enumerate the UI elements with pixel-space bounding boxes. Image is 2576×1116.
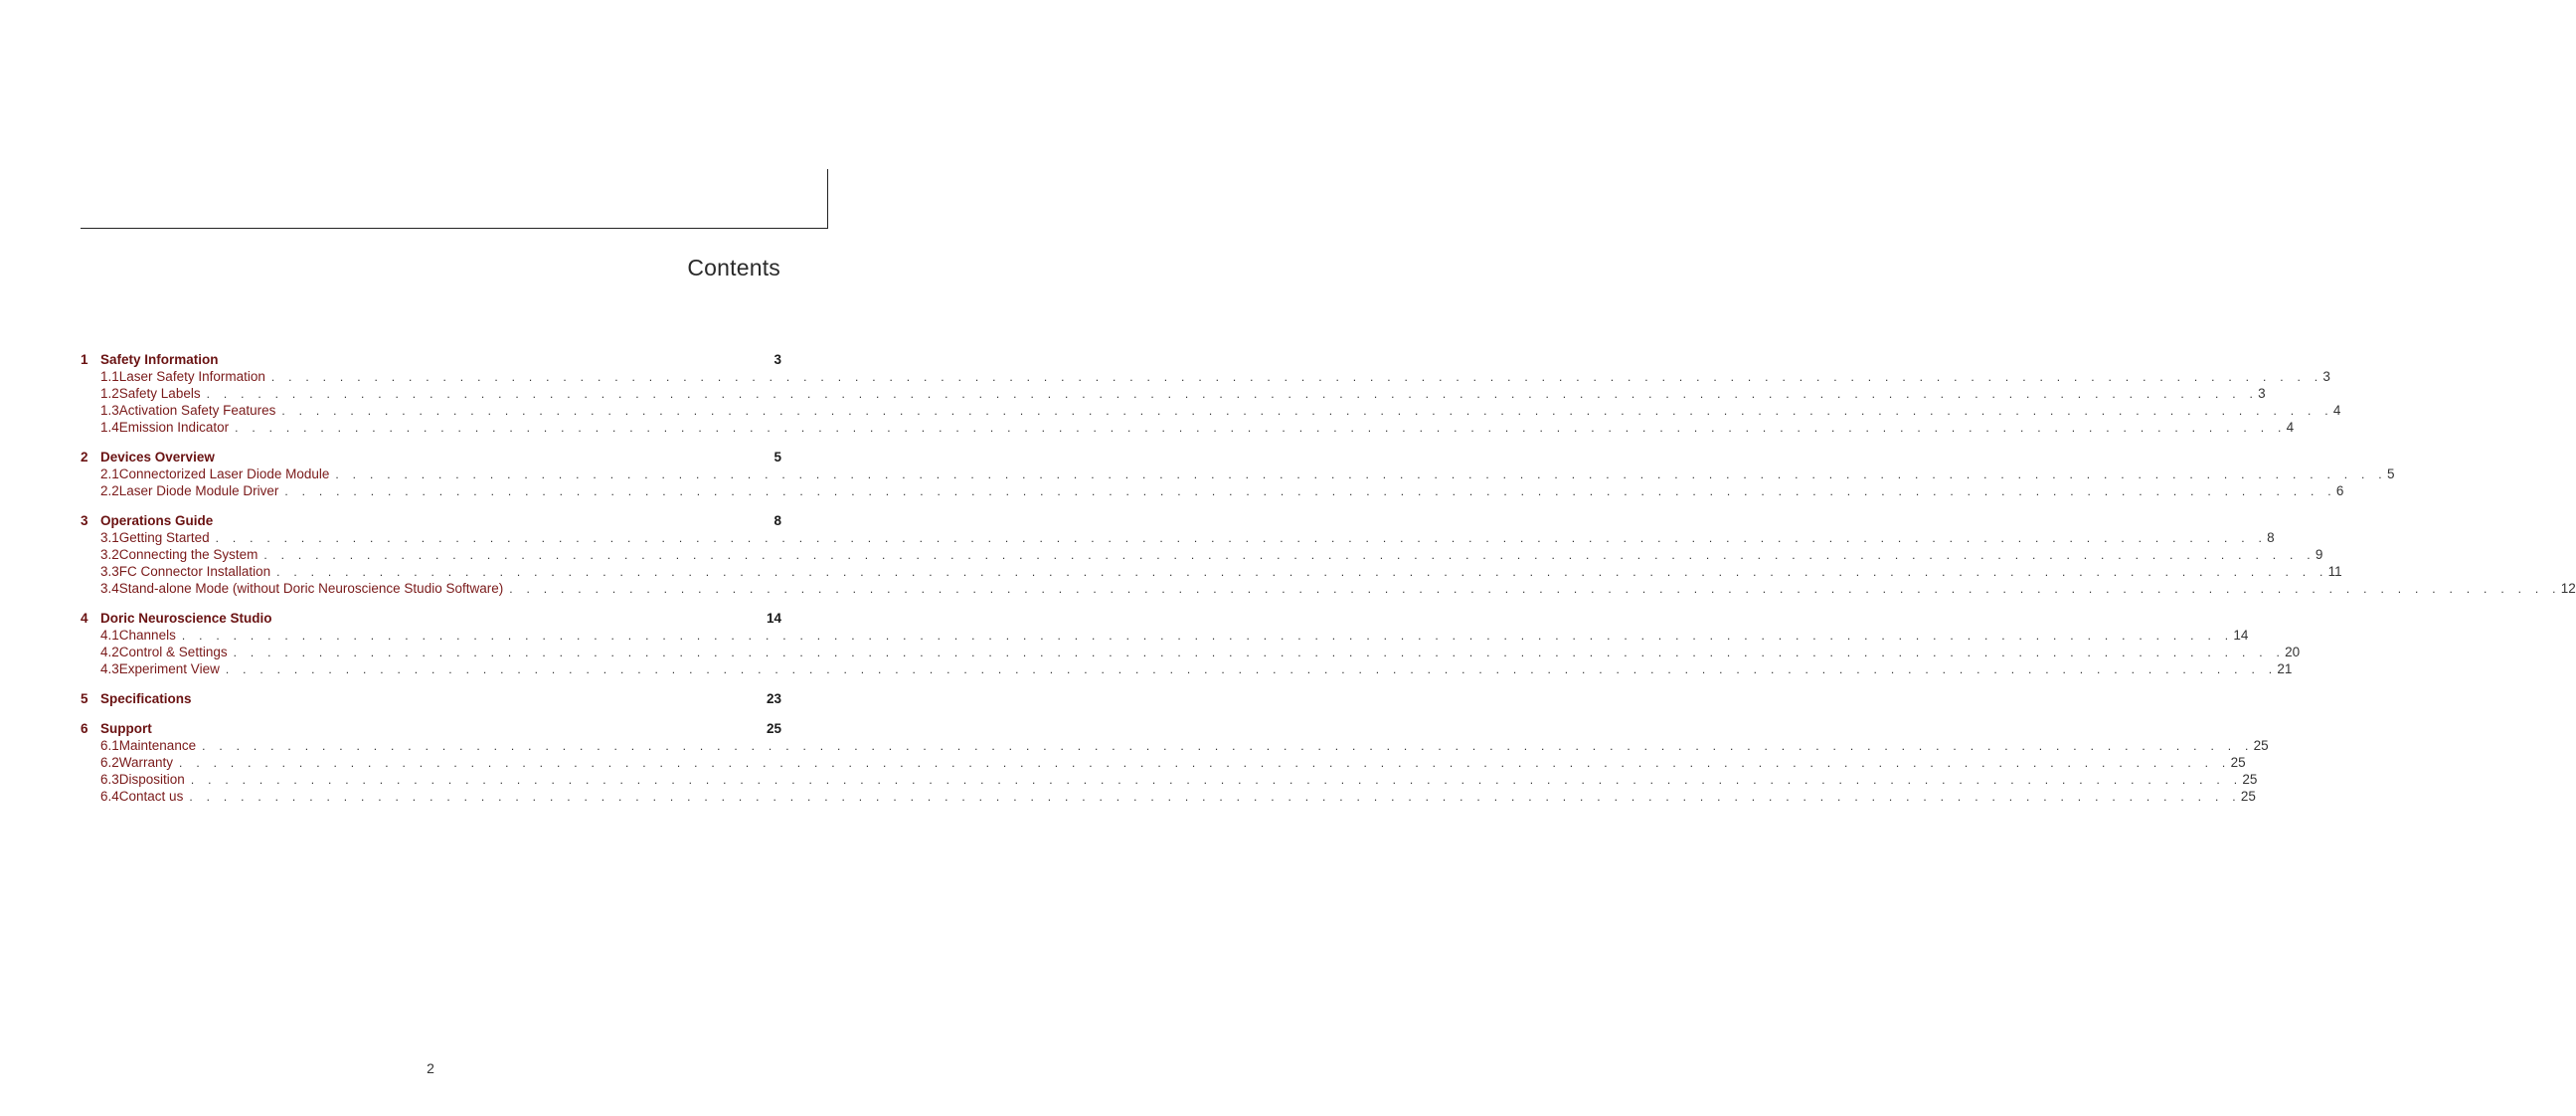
dot-leader: . . . . . . . . . . . . . . . . . . . . . . . . . . . . . . . . . . . . . . . . . . . . . . . . . . . . . . . . . . . . . . . . . . . . . . . . . . . . . . . . . . . . . . . . . . . . . . . . . . . . . . . . . . . . . . . . . . . . . . . .	[263, 548, 2316, 562]
toc-section-entry[interactable]	[81, 771, 2258, 788]
section-page[interactable]: 25	[2242, 772, 2258, 787]
section-title[interactable]: Safety Labels	[118, 386, 201, 401]
toc-section-entry[interactable]	[81, 788, 2256, 805]
toc-chapter	[81, 351, 2341, 436]
section-page[interactable]: 25	[2253, 738, 2269, 753]
section-number: 3.2	[100, 547, 119, 562]
section-number: 4.2	[100, 645, 119, 659]
section-title[interactable]: Contact us	[118, 789, 184, 804]
toc-section-entry[interactable]	[81, 546, 2323, 563]
section-number: 1.1	[100, 369, 119, 384]
chapter-page[interactable]: 5	[773, 450, 781, 465]
toc-section-entry[interactable]	[81, 754, 2246, 771]
dot-leader: . . . . . . . . . . . . . . . . . . . . . . . . . . . . . . . . . . . . . . . . . . . . . . . . . . . . . . . . . . . . . . . . . . . . . . . . . . . . . . . . . . . . . . . . . . . . . . . . . . . . . . . . . . . . . . . . . . . . . . . .	[215, 531, 2268, 545]
dot-leader: . . . . . . . . . . . . . . . . . . . . . . . . . . . . . . . . . . . . . . . . . . . . . . . . . . . . . . . . . . . . . . . . . . . . . . . . . . . . . . . . . . . . . . . . . . . . . . . . . . . . . . . . . . . . . . . . . . . . . . . .	[179, 756, 2231, 770]
section-number: 6.3	[100, 772, 119, 787]
chapter-title[interactable]: Operations Guide	[100, 513, 214, 528]
section-title[interactable]: Channels	[118, 628, 176, 643]
dot-leader: . . . . . . . . . . . . . . . . . . . . . . . . . . . . . . . . . . . . . . . . . . . . . . . . . . . . . . . . . . . . . . . . . . . . . . . . . . . . . . . . . . . . . . . . . . . . . . . . . . . . . . . . . . . . . . . . . . . . . . . .	[270, 370, 2323, 384]
section-page[interactable]: 3	[2258, 386, 2266, 401]
section-title[interactable]: Emission Indicator	[118, 420, 230, 435]
section-page[interactable]: 3	[2322, 369, 2330, 384]
chapter-number: 3	[81, 513, 88, 528]
toc-chapter-entry[interactable]	[81, 690, 781, 707]
section-number: 6.4	[100, 789, 119, 804]
header-rule	[81, 228, 828, 229]
dot-leader: . . . . . . . . . . . . . . . . . . . . . . . . . . . . . . . . . . . . . . . . . . . . . . . . . . . . . . . . . . . . . . . . . . . . . . . . . . . . . . . . . . . . . . . . . . . . . . . . . . . . . . . . . . . . . . . . . . . . . . . .	[335, 467, 2387, 481]
toc-section-entry[interactable]	[81, 482, 2344, 499]
dot-leader: . . . . . . . . . . . . . . . . . . . . . . . . . . . . . . . . . . . . . . . . . . . . . . . . . . . . . . . . . . . . . . . . . . . . . . . . . . . . . . . . . . . . . . . . . . . . . . . . . . . . . . . . . . . . . . . . . . . . . . . .	[189, 790, 2241, 804]
section-title[interactable]: Activation Safety Features	[118, 403, 276, 418]
page-title: Contents	[687, 255, 780, 280]
toc-section-entry[interactable]	[81, 627, 2249, 644]
toc-section-entry[interactable]	[81, 660, 2293, 677]
chapter-number: 2	[81, 450, 88, 465]
section-number: 4.3	[100, 661, 119, 676]
chapter-page[interactable]: 14	[766, 611, 781, 626]
section-title[interactable]: Getting Started	[118, 530, 210, 545]
section-number: 2.1	[100, 466, 119, 481]
section-page[interactable]: 12	[2560, 581, 2576, 596]
toc-chapter	[81, 690, 781, 707]
section-page[interactable]: 5	[2386, 466, 2395, 481]
section-page[interactable]: 8	[2267, 530, 2275, 545]
section-number: 1.4	[100, 420, 119, 435]
toc-chapter	[81, 512, 2576, 597]
table-of-contents	[81, 351, 2576, 818]
dot-leader: . . . . . . . . . . . . . . . . . . . . . . . . . . . . . . . . . . . . . . . . . . . . . . . . . . . . . . . . . . . . . . . . . . . . . . . . . . . . . . . . . . . . . . . . . . . . . . . . . . . . . . . . . . . . . . . . . . . . . . . .	[190, 773, 2243, 787]
toc-chapter-entry[interactable]	[81, 610, 781, 627]
dot-leader: . . . . . . . . . . . . . . . . . . . . . . . . . . . . . . . . . . . . . . . . . . . . . . . . . . . . . . . . . . . . . . . . . . . . . . . . . . . . . . . . . . . . . . . . . . . . . . . . . . . . . . . . . . . . . . . . . . . . . . . .	[233, 646, 2286, 659]
toc-chapter-entry[interactable]	[81, 512, 781, 529]
chapter-title[interactable]: Support	[100, 721, 152, 736]
page-number: 2	[427, 1060, 434, 1076]
section-page[interactable]: 25	[2230, 755, 2246, 770]
chapter-number: 4	[81, 611, 88, 626]
dot-leader: . . . . . . . . . . . . . . . . . . . . . . . . . . . . . . . . . . . . . . . . . . . . . . . . . . . . . . . . . . . . . . . . . . . . . . . . . . . . . . . . . . . . . . . . . . . . . . . . . . . . . . . . . . . . . . . . . . . . . . . .	[206, 387, 2259, 401]
chapter-title[interactable]: Devices Overview	[100, 450, 215, 465]
section-number: 1.2	[100, 386, 119, 401]
section-number: 3.3	[100, 564, 119, 579]
section-page[interactable]: 4	[2286, 420, 2295, 435]
dot-leader: . . . . . . . . . . . . . . . . . . . . . . . . . . . . . . . . . . . . . . . . . . . . . . . . . . . . . . . . . . . . . . . . . . . . . . . . . . . . . . . . . . . . . . . . . . . . . . . . . . . . . . . . . . . . . . . . . . . . . . . .	[225, 662, 2278, 676]
section-page[interactable]: 25	[2240, 789, 2256, 804]
dot-leader: . . . . . . . . . . . . . . . . . . . . . . . . . . . . . . . . . . . . . . . . . . . . . . . . . . . . . . . . . . . . . . . . . . . . . . . . . . . . . . . . . . . . . . . . . . . . . . . . . . . . . . . . . . . . . . . . . . . . . . . .	[276, 565, 2328, 579]
section-title[interactable]: Connecting the System	[118, 547, 258, 562]
chapter-page[interactable]: 8	[773, 513, 781, 528]
toc-section-entry[interactable]	[81, 419, 2295, 436]
section-title[interactable]: Stand-alone Mode (without Doric Neuroscience Studio Software)	[118, 581, 504, 596]
toc-chapter-entry[interactable]	[81, 720, 781, 737]
chapter-number: 1	[81, 352, 88, 367]
section-number: 2.2	[100, 483, 119, 498]
toc-section-entry[interactable]	[81, 737, 2269, 754]
section-page[interactable]: 21	[2277, 661, 2293, 676]
section-title[interactable]: Warranty	[118, 755, 174, 770]
toc-section-entry[interactable]	[81, 402, 2341, 419]
section-number: 3.4	[100, 581, 119, 596]
toc-chapter	[81, 449, 2395, 499]
chapter-title[interactable]: Doric Neuroscience Studio	[100, 611, 272, 626]
toc-section-entry[interactable]	[81, 529, 2275, 546]
dot-leader: . . . . . . . . . . . . . . . . . . . . . . . . . . . . . . . . . . . . . . . . . . . . . . . . . . . . . . . . . . . . . . . . . . . . . . . . . . . . . . . . . . . . . . . . . . . . . . . . . . . . . . . . . . . . . . . . . . . . . . . .	[509, 582, 2561, 596]
section-number: 3.1	[100, 530, 119, 545]
toc-section-entry[interactable]	[81, 465, 2395, 482]
section-number: 6.1	[100, 738, 119, 753]
chapter-number: 6	[81, 721, 88, 736]
section-number: 6.2	[100, 755, 119, 770]
chapter-title[interactable]: Safety Information	[100, 352, 219, 367]
dot-leader: . . . . . . . . . . . . . . . . . . . . . . . . . . . . . . . . . . . . . . . . . . . . . . . . . . . . . . . . . . . . . . . . . . . . . . . . . . . . . . . . . . . . . . . . . . . . . . . . . . . . . . . . . . . . . . . . . . . . . . . .	[235, 421, 2287, 435]
section-title[interactable]: Control & Settings	[118, 645, 228, 659]
toc-section-entry[interactable]	[81, 644, 2301, 660]
section-page[interactable]: 6	[2335, 483, 2344, 498]
section-title[interactable]: Maintenance	[118, 738, 197, 753]
toc-section-entry[interactable]	[81, 563, 2342, 580]
toc-chapter	[81, 720, 2269, 805]
dot-leader: . . . . . . . . . . . . . . . . . . . . . . . . . . . . . . . . . . . . . . . . . . . . . . . . . . . . . . . . . . . . . . . . . . . . . . . . . . . . . . . . . . . . . . . . . . . . . . . . . . . . . . . . . . . . . . . . . . . . . . . .	[202, 739, 2254, 753]
toc-section-entry[interactable]	[81, 580, 2576, 597]
header-rule-vertical	[827, 169, 828, 229]
toc-chapter-entry[interactable]	[81, 449, 781, 465]
section-page[interactable]: 4	[2332, 403, 2341, 418]
section-number: 4.1	[100, 628, 119, 643]
section-title[interactable]: Connectorized Laser Diode Module	[118, 466, 330, 481]
dot-leader: . . . . . . . . . . . . . . . . . . . . . . . . . . . . . . . . . . . . . . . . . . . . . . . . . . . . . . . . . . . . . . . . . . . . . . . . . . . . . . . . . . . . . . . . . . . . . . . . . . . . . . . . . . . . . . . . . . . . . . . .	[181, 629, 2234, 643]
section-title[interactable]: Laser Safety Information	[118, 369, 265, 384]
chapter-number: 5	[81, 691, 88, 706]
toc-section-entry[interactable]	[81, 385, 2266, 402]
toc-section-entry[interactable]	[81, 368, 2330, 385]
toc-chapter-entry[interactable]	[81, 351, 781, 368]
dot-leader: . . . . . . . . . . . . . . . . . . . . . . . . . . . . . . . . . . . . . . . . . . . . . . . . . . . . . . . . . . . . . . . . . . . . . . . . . . . . . . . . . . . . . . . . . . . . . . . . . . . . . . . . . . . . . . . . . . . . . . . .	[284, 484, 2336, 498]
chapter-title[interactable]: Specifications	[100, 691, 192, 706]
toc-chapter	[81, 610, 2301, 677]
section-page[interactable]: 14	[2233, 628, 2249, 643]
chapter-page[interactable]: 3	[773, 352, 781, 367]
chapter-page[interactable]: 23	[766, 691, 781, 706]
chapter-page[interactable]: 25	[766, 721, 781, 736]
section-title[interactable]: Experiment View	[118, 661, 220, 676]
section-title[interactable]: Laser Diode Module Driver	[118, 483, 279, 498]
section-number: 1.3	[100, 403, 119, 418]
dot-leader: . . . . . . . . . . . . . . . . . . . . . . . . . . . . . . . . . . . . . . . . . . . . . . . . . . . . . . . . . . . . . . . . . . . . . . . . . . . . . . . . . . . . . . . . . . . . . . . . . . . . . . . . . . . . . . . . . . . . . . . .	[281, 404, 2333, 418]
section-page[interactable]: 11	[2327, 564, 2342, 579]
section-page[interactable]: 20	[2285, 645, 2301, 659]
section-page[interactable]: 9	[2315, 547, 2323, 562]
section-title[interactable]: FC Connector Installation	[118, 564, 271, 579]
section-title[interactable]: Disposition	[118, 772, 185, 787]
